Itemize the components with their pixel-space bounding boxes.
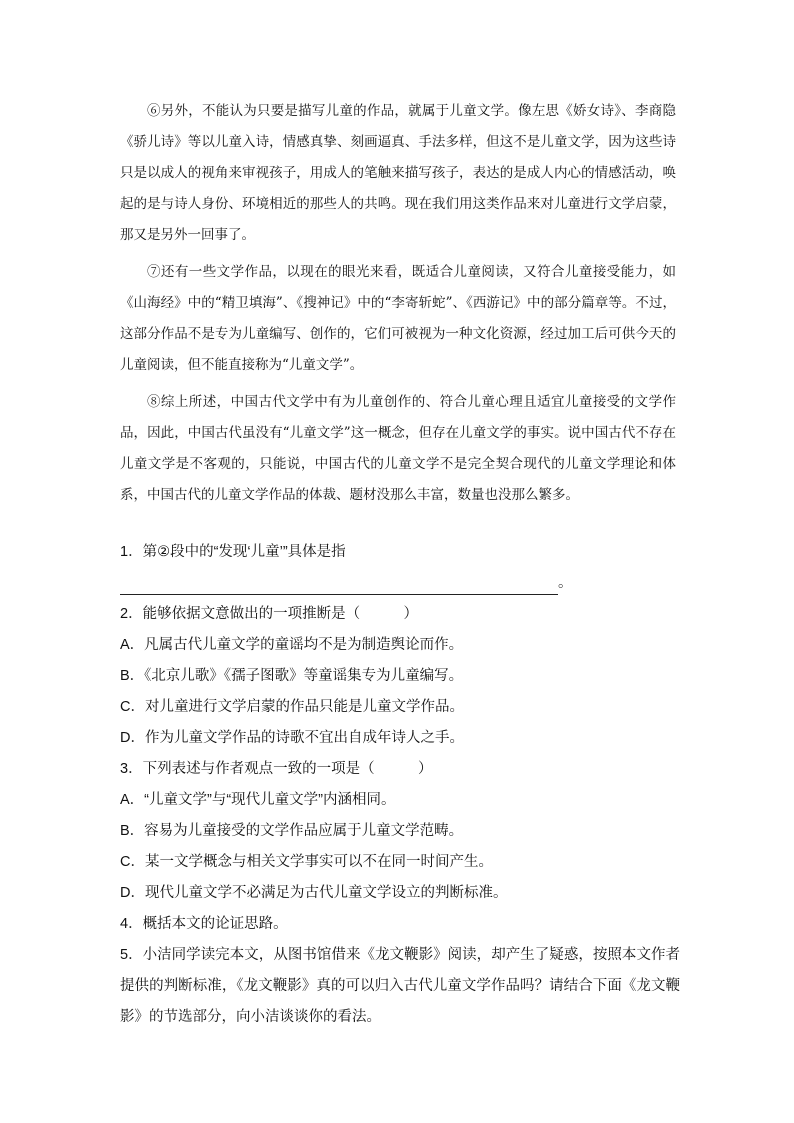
article-body: [120, 96, 676, 517]
question-2-option-a: A．凡属古代儿童文学的童谣均不是为制造舆论而作。: [120, 637, 464, 653]
paragraph-7: ⑦还有一些文学作品，以现在的眼光来看，既适合儿童阅读，又符合儿童接受能力，如《山海经》中的“精卫填海”、《搜神记》中的“李寄斩蛇”、《西游记》中的部分篇章等。不过，这部分作品不是专为儿童编写、创作的，它们可被视为一种文化资源，经过加工后可供今天的儿童阅读，但不能直接称为“儿童文学”。: [120, 264, 676, 373]
question-3-option-c: C．某一文学概念与相关文学事实可以不在同一时间产生。: [120, 854, 493, 870]
question-3-option-a: A．“儿童文学”与“现代儿童文学”内涵相同。: [120, 792, 396, 808]
question-2-option-c: C．对儿童进行文学启蒙的作品只能是儿童文学作品。: [120, 699, 464, 715]
question-3: 3．下列表述与作者观点一致的一项是（ ）: [120, 761, 433, 777]
question-section: [120, 537, 680, 1033]
question-5: 5．小洁同学读完本文，从图书馆借来《龙文鞭影》阅读，却产生了疑惑，按照本文作者提供的判断标准，《龙文鞭影》真的可以归入古代儿童文学作品吗？请结合下面《龙文鞭影》的节选部分，向小洁谈谈你的看法。: [120, 947, 680, 1025]
question-3-option-d: D．现代儿童文学不必满足为古代儿童文学设立的判断标准。: [120, 885, 508, 901]
answer-blank-1[interactable]: [120, 568, 680, 599]
question-4: 4．概括本文的论证思路。: [120, 916, 288, 932]
question-2-option-b: B．《北京儿歌》《孺子图歌》等童谣集专为儿童编写。: [120, 668, 464, 684]
paragraph-8: ⑧综上所述，中国古代文学中有为儿童创作的、符合儿童心理且适宜儿童接受的文学作品，因此，中国古代虽没有“儿童文学”这一概念，但存在儿童文学的事实。说中国古代不存在儿童文学是不客观的，只能说，中国古代的儿童文学不是完全契合现代的儿童文学理论和体系，中国古代的儿童文学作品的体裁、题材没那么丰富，数量也没那么繁多。: [120, 394, 676, 503]
question-2: 2．能够依据文意做出的一项推断是（ ）: [120, 606, 419, 622]
paragraph-6: ⑥另外，不能认为只要是描写儿童的作品，就属于儿童文学。像左思《娇女诗》、李商隐《骄儿诗》等以儿童入诗，情感真挚、刻画逼真、手法多样，但这不是儿童文学，因为这些诗只是以成人的视角来审视孩子，用成人的笔触来描写孩子，表达的是成人内心的情感活动，唤起的是与诗人身份、环境相近的那些人的共鸣。现在我们用这类作品来对儿童进行文学启蒙，那又是另外一回事了。: [120, 103, 676, 243]
question-3-option-b: B．容易为儿童接受的文学作品应属于儿童文学范畴。: [120, 823, 464, 839]
question-1: 1．第②段中的“发现‘儿童’”具体是指: [120, 544, 346, 560]
question-2-option-d: D．作为儿童文学作品的诗歌不宜出自成年诗人之手。: [120, 730, 464, 746]
answer-blank-rule: [120, 578, 558, 595]
answer-blank-period: 。: [558, 575, 573, 591]
